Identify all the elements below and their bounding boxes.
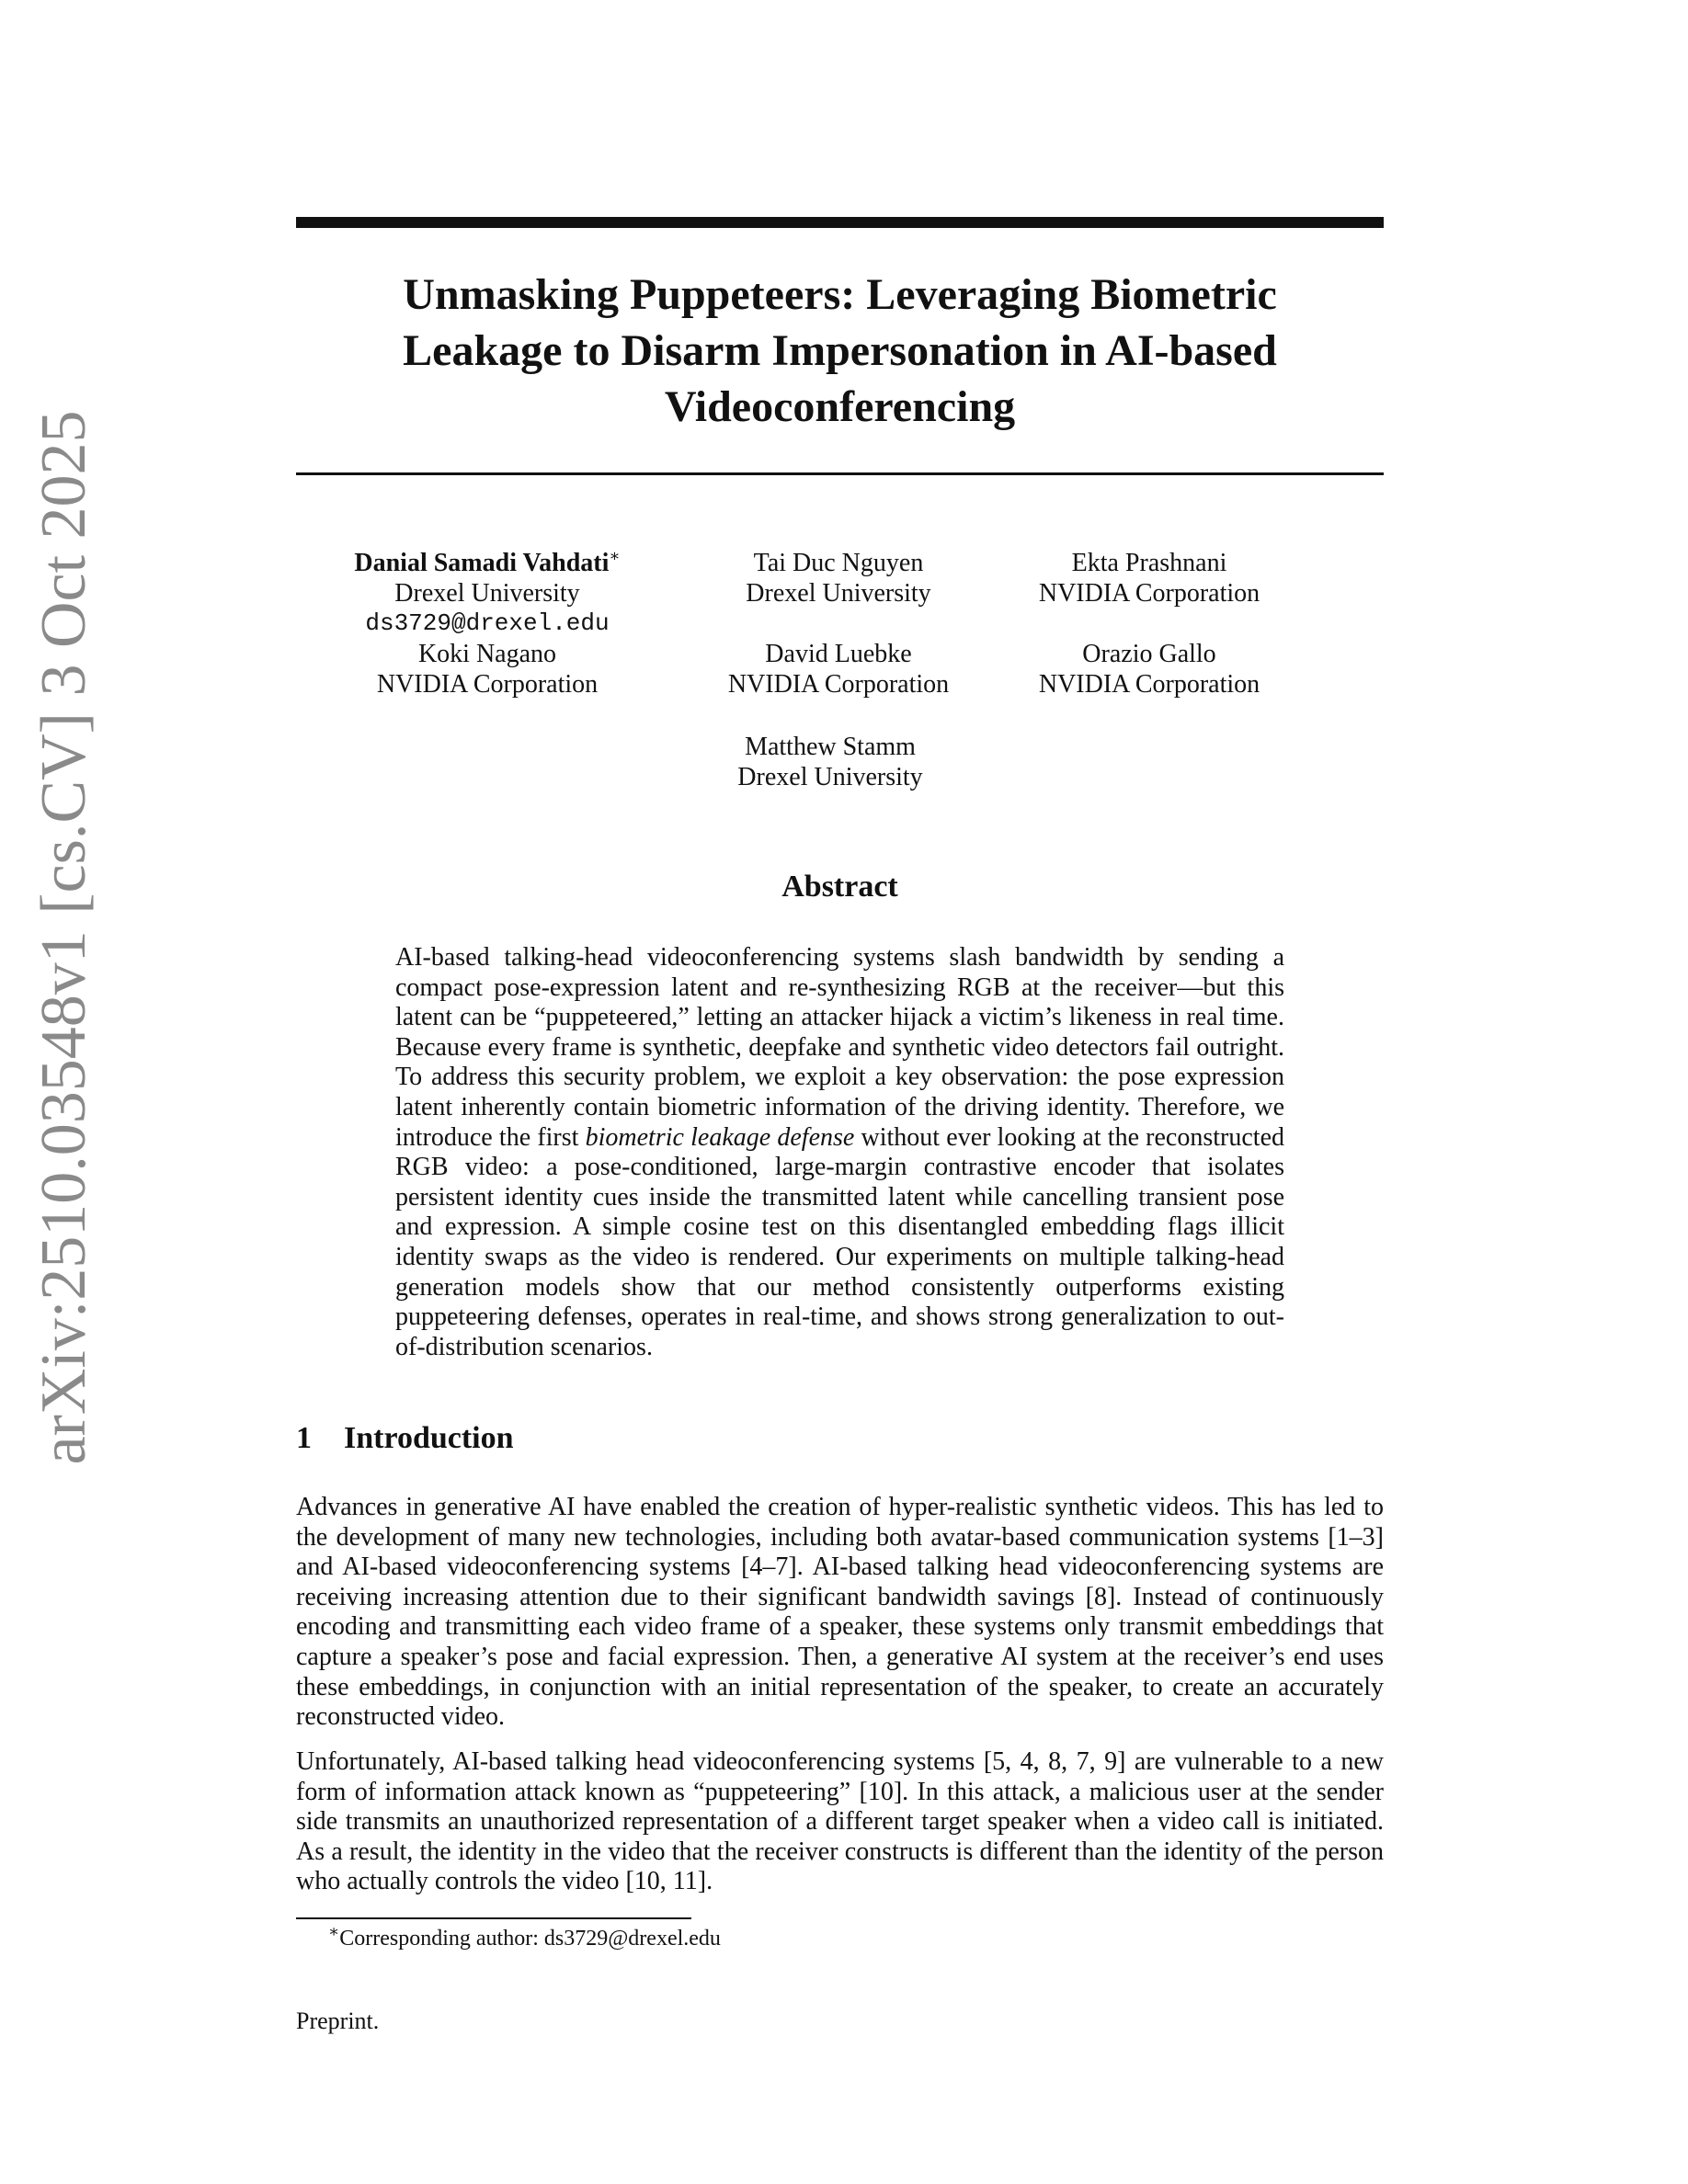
author-name: Ekta Prashnani bbox=[1071, 549, 1227, 577]
section-title: Introduction bbox=[344, 1421, 514, 1455]
footnote-text: Corresponding author: ds3729@drexel.edu bbox=[339, 1927, 721, 1951]
author-orazio-gallo bbox=[929, 639, 1370, 700]
author-affiliation: Drexel University bbox=[737, 763, 923, 791]
author-affiliation: NVIDIA Corporation bbox=[727, 670, 950, 699]
author-affiliation: Drexel University bbox=[394, 579, 580, 608]
intro-paragraph: Unfortunately, AI-based talking head videoconferencing systems [5, 4, 8, 7, 9] are vulnerable to a new form of information attack known as “puppeteering” [10]. In this attack, a malicious user at the sender side transmits an unauthorized representation of a different target speaker when a video call is initiated. As a result, the identity in the video that the receiver constructs is different than the identity of the person who actually controls the video [10, 11]. bbox=[296, 1747, 1384, 1896]
abstract-heading: Abstract bbox=[781, 870, 898, 904]
intro-paragraph: Advances in generative AI have enabled the creation of hyper-realistic synthetic videos. This has led to the development of many new technologies, including both avatar-based communication systems [1–3] and AI-based videoconferencing systems [4–7]. AI-based talking head videoconferencing systems are receiving increasing attention due to their significant bandwidth savings [8]. Instead of continuously encoding and transmitting each video frame of a speaker, these systems only transmit embeddings that capture a speaker’s pose and facial expression. Then, a generative AI system at the receiver’s end uses these embeddings, in conjunction with an initial representation of the speaker, to create an accurately reconstructed video. bbox=[296, 1493, 1384, 1732]
section-heading bbox=[296, 1421, 514, 1456]
author-affiliation: NVIDIA Corporation bbox=[1038, 579, 1260, 608]
abstract-part: without ever looking at the reconstructed RGB video: a pose-conditioned, large-margin contrastive encoder that isolates persistent identity cues inside the transmitted latent while cancelling transient pose and expression. A simple cosine test on this disentangled embedding flags illicit identity swaps as the video is rendered. Our experiments on multiple talking-head generation models show that our method consistently outperforms existing puppeteering defenses, operates in real-time, and shows strong generalization to out-of-distribution scenarios. bbox=[395, 1122, 1284, 1361]
arxiv-identifier: arXiv:2510.03548v1 [cs.CV] 3 Oct 2025 bbox=[29, 410, 99, 1465]
paper-title bbox=[296, 267, 1384, 435]
title-top-rule bbox=[296, 217, 1384, 228]
abstract-text bbox=[395, 943, 1284, 1362]
abstract-part: AI-based talking-head videoconferencing systems slash bandwidth by sending a compact pose-expression latent and re-synthesizing RGB at the receiver—but this latent can be “puppeteered,” letting an attacker hijack a victim’s likeness in real time. Because every frame is synthetic, deepfake and synthetic video detectors fail outright. To address this security problem, we exploit a key observation: the pose expression latent inherently contain biometric information of the driving identity. Therefore, we introduce the first bbox=[395, 943, 1284, 1152]
author-name: Orazio Gallo bbox=[1082, 640, 1216, 668]
author-name: Matthew Stamm bbox=[745, 733, 916, 761]
author-name: Koki Nagano bbox=[417, 640, 557, 668]
author-affiliation: NVIDIA Corporation bbox=[376, 670, 599, 699]
author-name: Tai Duc Nguyen bbox=[753, 549, 924, 577]
author-name: David Luebke bbox=[765, 640, 912, 668]
footnote-rule bbox=[296, 1917, 691, 1919]
abstract-emphasis: biometric leakage defense bbox=[585, 1122, 855, 1152]
title-line: Unmasking Puppeteers: Leveraging Biometric bbox=[403, 270, 1277, 319]
footnote-marker: ∗ bbox=[328, 1922, 340, 1940]
author-ekta-prashnani bbox=[929, 548, 1370, 609]
footnote bbox=[328, 1922, 721, 1951]
title-line: Leakage to Disarm Impersonation in AI-based bbox=[403, 326, 1277, 375]
author-affiliation: NVIDIA Corporation bbox=[1038, 670, 1260, 699]
section-number: 1 bbox=[296, 1421, 312, 1455]
author-matthew-stamm bbox=[610, 732, 1051, 792]
author-name: Danial Samadi Vahdati bbox=[354, 549, 610, 577]
author-affiliation: Drexel University bbox=[746, 579, 931, 608]
title-bottom-rule bbox=[296, 472, 1384, 475]
title-line: Videoconferencing bbox=[664, 382, 1016, 431]
footnote-marker: ∗ bbox=[609, 546, 621, 565]
preprint-label: Preprint. bbox=[296, 2008, 380, 2034]
author-email: ds3729@drexel.edu bbox=[365, 609, 610, 637]
